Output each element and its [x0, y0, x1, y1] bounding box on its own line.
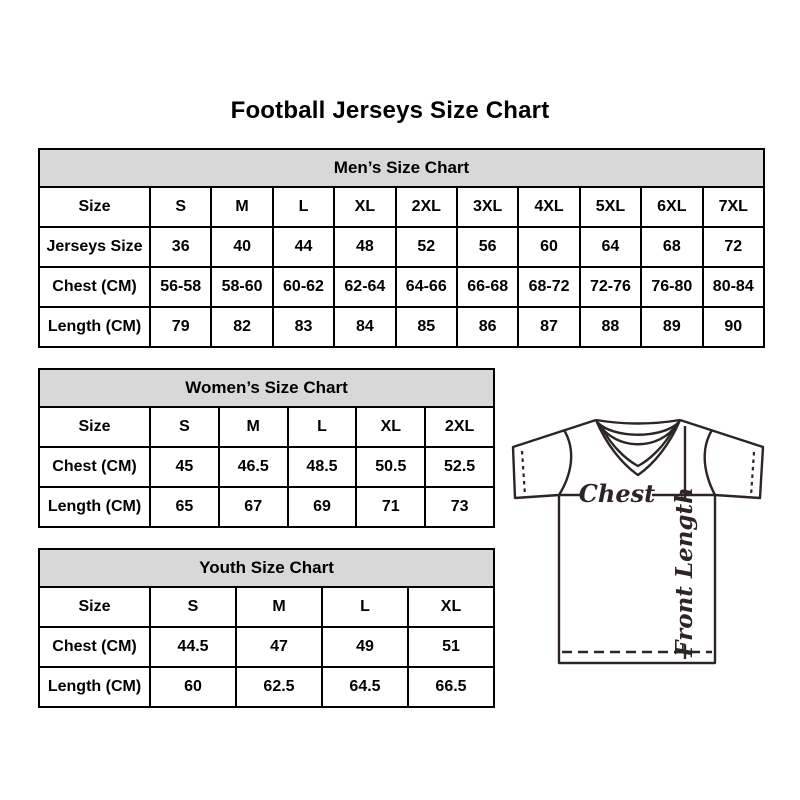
- table-header-row: [39, 149, 764, 187]
- row-label: Length (CM): [39, 307, 150, 347]
- size-value-cell: 52.5: [425, 447, 494, 487]
- table-row: [39, 667, 494, 707]
- size-value-cell: 71: [356, 487, 425, 527]
- size-value-cell: 64.5: [322, 667, 408, 707]
- size-value-cell: 85: [396, 307, 457, 347]
- size-value-cell: 83: [273, 307, 334, 347]
- size-value-cell: S: [150, 407, 219, 447]
- row-label: Jerseys Size: [39, 227, 150, 267]
- size-value-cell: 2XL: [396, 187, 457, 227]
- size-value-cell: 72-76: [580, 267, 641, 307]
- size-value-cell: 60: [150, 667, 236, 707]
- row-label: Size: [39, 407, 150, 447]
- table-row: [39, 447, 494, 487]
- size-value-cell: 45: [150, 447, 219, 487]
- row-label: Chest (CM): [39, 447, 150, 487]
- jersey-diagram-icon: [498, 402, 775, 674]
- size-value-cell: 66.5: [408, 667, 494, 707]
- size-value-cell: M: [236, 587, 322, 627]
- table-row: [39, 407, 494, 447]
- size-value-cell: 56-58: [150, 267, 211, 307]
- size-value-cell: XL: [408, 587, 494, 627]
- size-value-cell: 89: [641, 307, 702, 347]
- row-label: Chest (CM): [39, 627, 150, 667]
- jersey-measurement-diagram: [498, 402, 775, 674]
- size-value-cell: 58-60: [211, 267, 272, 307]
- size-value-cell: 49: [322, 627, 408, 667]
- size-value-cell: 65: [150, 487, 219, 527]
- chest-measurement-label: Chest: [578, 479, 656, 508]
- size-value-cell: 40: [211, 227, 272, 267]
- size-value-cell: 87: [518, 307, 579, 347]
- row-label: Length (CM): [39, 487, 150, 527]
- table-row: [39, 307, 764, 347]
- size-value-cell: 90: [703, 307, 764, 347]
- size-value-cell: 6XL: [641, 187, 702, 227]
- size-value-cell: 62.5: [236, 667, 322, 707]
- size-value-cell: 68-72: [518, 267, 579, 307]
- row-label: Chest (CM): [39, 267, 150, 307]
- size-value-cell: 47: [236, 627, 322, 667]
- size-value-cell: 86: [457, 307, 518, 347]
- size-value-cell: 62-64: [334, 267, 395, 307]
- size-value-cell: 56: [457, 227, 518, 267]
- size-value-cell: 36: [150, 227, 211, 267]
- table-row: [39, 587, 494, 627]
- youth-table-title: Youth Size Chart: [39, 549, 494, 587]
- size-value-cell: 51: [408, 627, 494, 667]
- size-value-cell: 52: [396, 227, 457, 267]
- size-value-cell: 67: [219, 487, 288, 527]
- size-value-cell: 64: [580, 227, 641, 267]
- row-label: Size: [39, 587, 150, 627]
- table-row: [39, 487, 494, 527]
- size-value-cell: 73: [425, 487, 494, 527]
- size-value-cell: 2XL: [425, 407, 494, 447]
- size-value-cell: XL: [334, 187, 395, 227]
- size-value-cell: 82: [211, 307, 272, 347]
- table-row: [39, 267, 764, 307]
- jersey-left-armhole-seam: [559, 430, 571, 495]
- jersey-collar-top-edge: [596, 420, 680, 424]
- size-value-cell: 44: [273, 227, 334, 267]
- front-length-measurement-label: Front Length: [671, 487, 698, 657]
- size-value-cell: 48: [334, 227, 395, 267]
- jersey-right-cuff-dashed-line: [751, 452, 754, 496]
- size-value-cell: 68: [641, 227, 702, 267]
- size-value-cell: S: [150, 187, 211, 227]
- size-value-cell: M: [211, 187, 272, 227]
- size-value-cell: 60: [518, 227, 579, 267]
- size-value-cell: 79: [150, 307, 211, 347]
- size-value-cell: 5XL: [580, 187, 641, 227]
- size-value-cell: 46.5: [219, 447, 288, 487]
- size-value-cell: 84: [334, 307, 395, 347]
- size-value-cell: 50.5: [356, 447, 425, 487]
- size-value-cell: S: [150, 587, 236, 627]
- size-value-cell: 66-68: [457, 267, 518, 307]
- mens-table-title: Men’s Size Chart: [39, 149, 764, 187]
- size-value-cell: 64-66: [396, 267, 457, 307]
- table-row: [39, 187, 764, 227]
- page-title: Football Jerseys Size Chart: [230, 97, 550, 124]
- size-value-cell: 80-84: [703, 267, 764, 307]
- row-label: Size: [39, 187, 150, 227]
- mens-size-table: [38, 148, 765, 348]
- size-value-cell: L: [322, 587, 408, 627]
- size-value-cell: 7XL: [703, 187, 764, 227]
- size-value-cell: 60-62: [273, 267, 334, 307]
- size-value-cell: 44.5: [150, 627, 236, 667]
- table-row: [39, 627, 494, 667]
- table-header-row: [39, 369, 494, 407]
- size-value-cell: M: [219, 407, 288, 447]
- size-value-cell: 48.5: [288, 447, 357, 487]
- jersey-right-sleeve: [680, 420, 763, 498]
- size-value-cell: L: [273, 187, 334, 227]
- table-header-row: [39, 549, 494, 587]
- size-value-cell: 69: [288, 487, 357, 527]
- size-value-cell: 4XL: [518, 187, 579, 227]
- size-value-cell: 76-80: [641, 267, 702, 307]
- size-value-cell: L: [288, 407, 357, 447]
- jersey-right-armhole-seam: [705, 430, 715, 495]
- row-label: Length (CM): [39, 667, 150, 707]
- size-value-cell: XL: [356, 407, 425, 447]
- size-value-cell: 88: [580, 307, 641, 347]
- table-row: [39, 227, 764, 267]
- size-value-cell: 3XL: [457, 187, 518, 227]
- womens-table-title: Women’s Size Chart: [39, 369, 494, 407]
- jersey-left-cuff-dashed-line: [522, 451, 525, 495]
- size-value-cell: 72: [703, 227, 764, 267]
- womens-size-table: [38, 368, 495, 528]
- youth-size-table: [38, 548, 495, 708]
